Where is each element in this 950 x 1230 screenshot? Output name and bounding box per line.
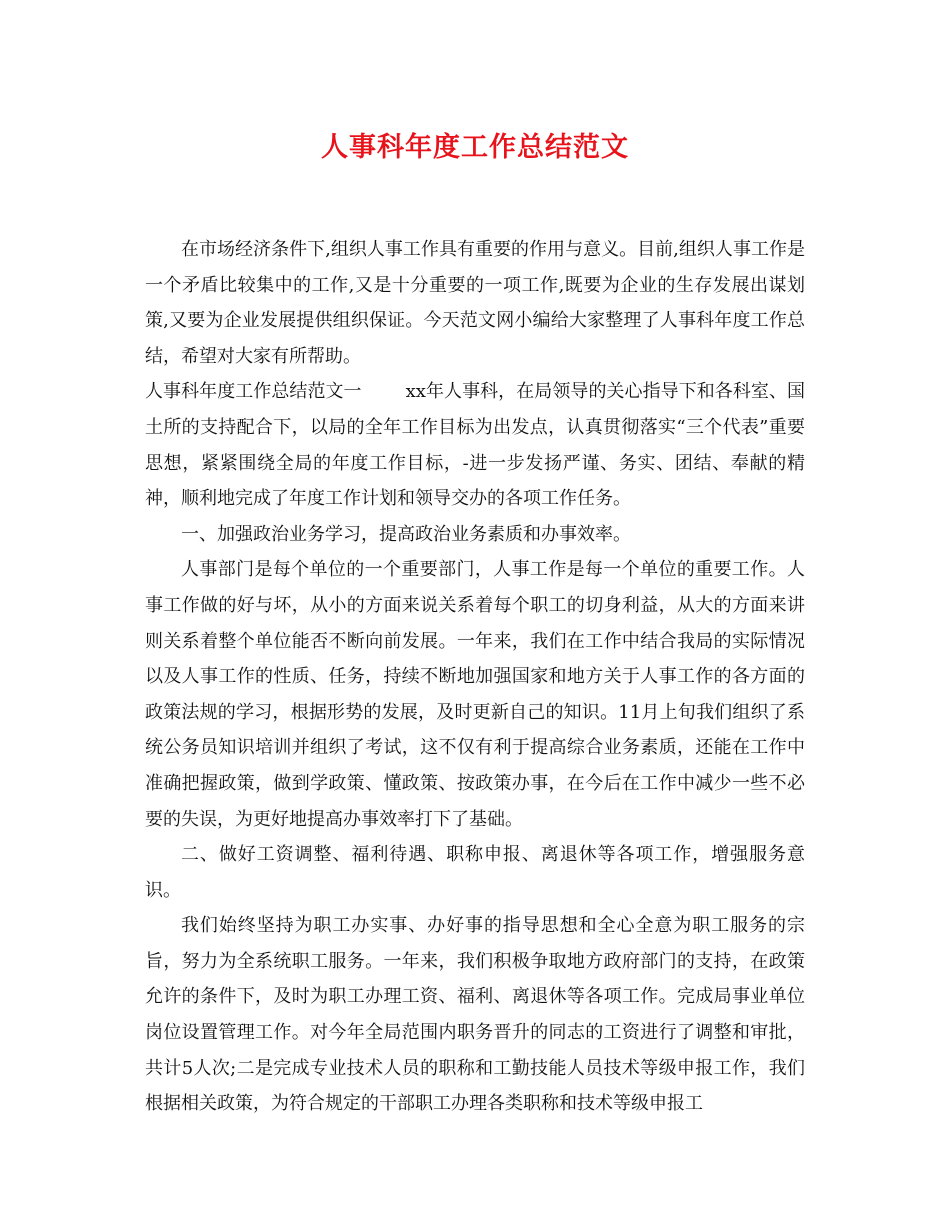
sample-paragraph: [145, 374, 805, 516]
intro-paragraph: 在市场经济条件下,组织人事工作具有重要的作用与意义。目前,组织人事工作是一个矛盾比较集中的工作,又是十分重要的一项工作,既要为企业的生存发展出谋划策,又要为企业发展提供组织保证。今天范文网小编给大家整理了人事科年度工作总结，希望对大家有所帮助。: [145, 239, 805, 367]
sample-heading: 人事科年度工作总结范文一: [145, 381, 362, 403]
section2-paragraph: 我们始终坚持为职工办实事、办好事的指导思想和全心全意为职工服务的宗旨，努力为全系统职工服务。一年来，我们积极争取地方政府部门的支持，在政策允许的条件下，及时为职工办理工资、福利、离退休等各项工作。完成局事业单位岗位设置管理工作。对今年全局范围内职务晋升的同志的工资进行了调整和审批，共计5人次;二是完成专业技术人员的职称和工勤技能人员技术等级申报工作，我们根据相关政策，为符合规定的干部职工办理各类职称和技术等级申报工: [145, 915, 805, 1115]
section1-paragraph: 人事部门是每个单位的一个重要部门，人事工作是每一个单位的重要工作。人事工作做的好与坏，从小的方面来说关系着每个职工的切身利益，从大的方面来讲则关系着整个单位能否不断向前发展。一年来，我们在工作中结合我局的实际情况以及人事工作的性质、任务，持续不断地加强国家和地方关于人事工作的各方面的政策法规的学习，根据形势的发展，及时更新自己的知识。11月上旬我们组织了系统公务员知识培训并组织了考试，这不仅有利于提高综合业务素质，还能在工作中准确把握政策，做到学政策、懂政策、按政策办事，在今后在工作中减少一些不必要的失误，为更好地提高办事效率打下了基础。: [145, 559, 805, 830]
section2-heading: 二、做好工资调整、福利待遇、职称申报、离退休等各项工作，增强服务意识。: [145, 844, 805, 901]
section1-heading: 一、加强政治业务学习，提高政治业务素质和办事效率。: [181, 523, 631, 545]
document-title: 人事科年度工作总结范文: [321, 132, 629, 163]
document-body: [145, 232, 805, 1122]
sample-lead-text: xx年人事科，在局领导的关心指导下和各科室、国土所的支持配合下，以局的全年工作目标为出发点，认真贯彻落实“三个代表”重要思想，紧紧围绕全局的年度工作目标，-进一步发扬严谨、务实、团结、奉献的精神，顺利地完成了年度工作计划和领导交办的各项工作任务。: [145, 381, 805, 510]
